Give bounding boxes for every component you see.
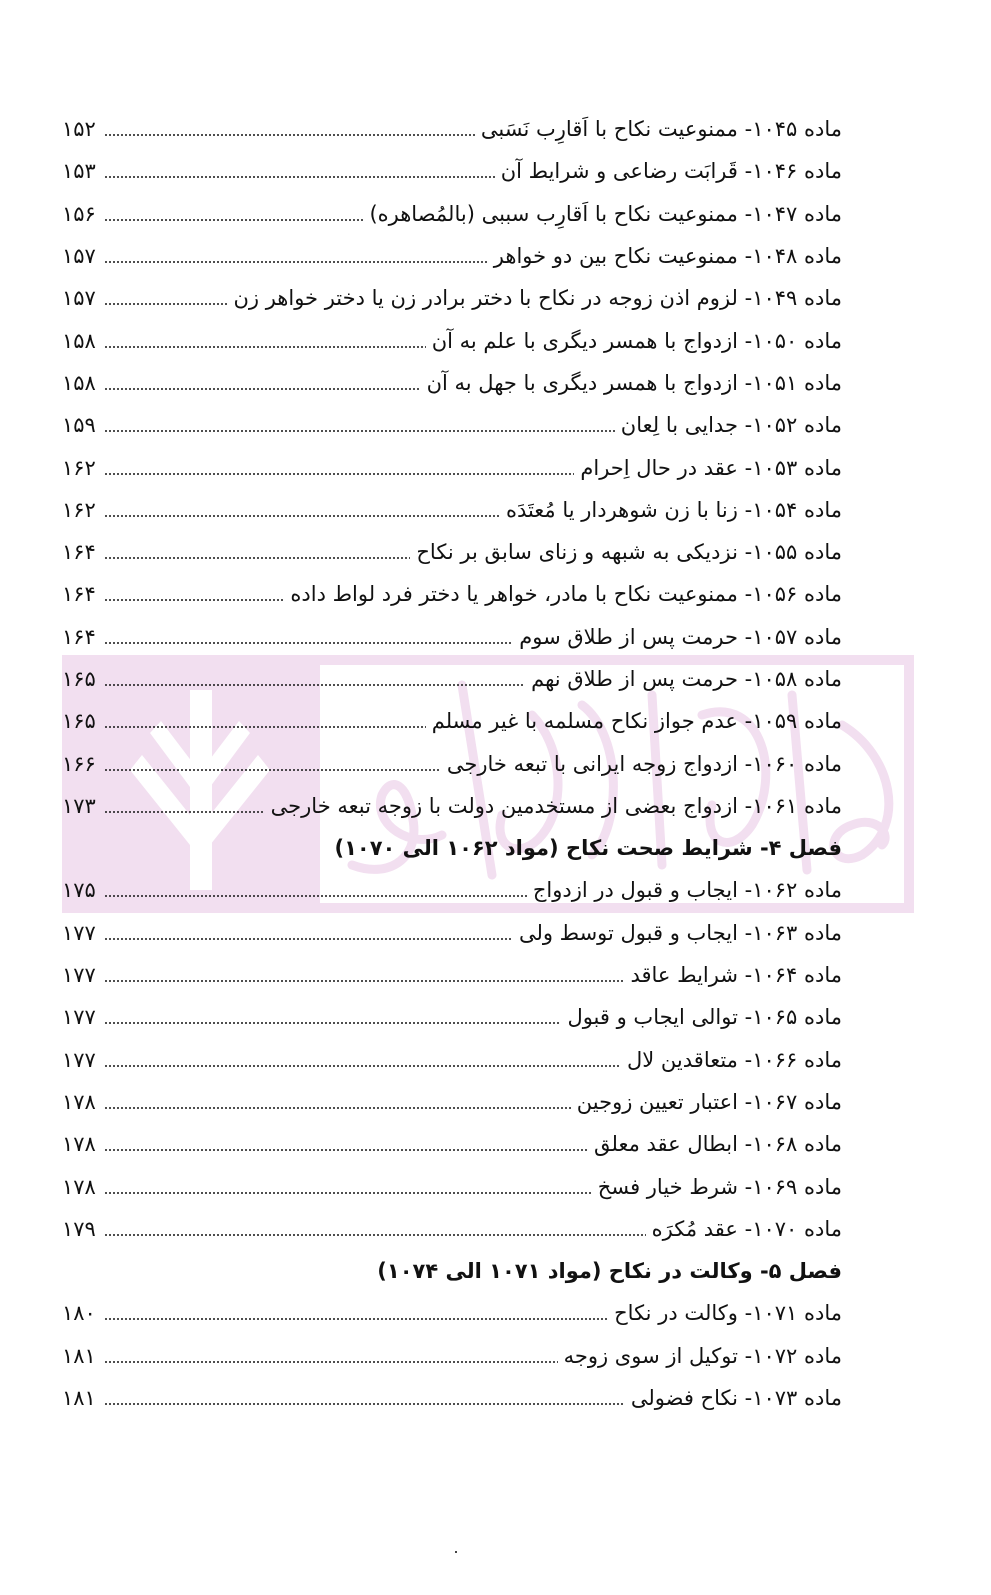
toc-entry-1051[interactable]	[62, 362, 842, 404]
toc-page-number: ۱۶۲	[62, 497, 96, 522]
toc-entry-label: ماده ۱۰۷۲- توکیل از سوی زوجه	[563, 1343, 842, 1368]
toc-entry-1047[interactable]	[62, 193, 842, 235]
dot-leader	[104, 1065, 621, 1067]
dot-leader	[104, 261, 488, 263]
dot-leader	[104, 303, 227, 305]
toc-entry-1060[interactable]	[62, 742, 842, 784]
toc-page-number: ۱۸۱	[62, 1343, 96, 1368]
toc-entry-1059[interactable]	[62, 700, 842, 742]
dot-leader	[104, 1107, 571, 1109]
toc-entry-1049[interactable]	[62, 277, 842, 319]
toc-entry-label: ماده ۱۰۵۴- زنا با زن شوهردار یا مُعتَدَه	[505, 497, 842, 522]
dot-leader	[104, 1149, 588, 1151]
toc-entry-label: ماده ۱۰۵۲- جدایی با لِعان	[620, 413, 842, 438]
dot-leader	[104, 1022, 561, 1024]
toc-entry-1057[interactable]	[62, 616, 842, 658]
toc-entry-1073[interactable]	[62, 1377, 842, 1419]
toc-page-number: ۱۷۳	[62, 793, 96, 818]
toc-page-number: ۱۵۶	[62, 201, 96, 226]
toc-page-number: ۱۷۸	[62, 1132, 96, 1157]
toc-page-number: ۱۶۴	[62, 540, 96, 565]
toc-entry-1064[interactable]	[62, 954, 842, 996]
toc-entry-label: ماده ۱۰۴۶- قَرابَت رضاعی و شرایط آن	[500, 159, 842, 184]
dot-leader	[104, 134, 475, 136]
toc-entry-1058[interactable]	[62, 658, 842, 700]
dot-leader	[104, 599, 284, 601]
toc-page-number: ۱۶۵	[62, 709, 96, 734]
toc-entry-label: ماده ۱۰۶۵- توالی ایجاب و قبول	[567, 1005, 842, 1030]
toc-entry-1063[interactable]	[62, 912, 842, 954]
dot-leader	[104, 388, 421, 390]
dot-leader	[104, 473, 574, 475]
section-heading-chapter-5[interactable]: فصل ۵- وکالت در نکاح (مواد ۱۰۷۱ الی ۱۰۷۴)	[377, 1259, 842, 1284]
dot-leader	[104, 346, 426, 348]
toc-entry-label: ماده ۱۰۵۵- نزدیکی به شبهه و زنای سابق بر نکاح	[416, 540, 842, 565]
toc-page-number: ۱۵۳	[62, 159, 96, 184]
toc-page-number: ۱۸۰	[62, 1301, 96, 1326]
toc-entry-1068[interactable]	[62, 1123, 842, 1165]
toc-entry-label: ماده ۱۰۴۷- ممنوعیت نکاح با اَقارِب سببی (بالمُصاهره)	[369, 201, 842, 226]
toc-page-number: ۱۶۲	[62, 455, 96, 480]
toc-entry-label: ماده ۱۰۶۳- ایجاب و قبول توسط ولی	[518, 920, 842, 945]
toc-entry-label: ماده ۱۰۵۸- حرمت پس از طلاق نهم	[531, 667, 842, 691]
toc-entry-1045[interactable]	[62, 108, 842, 150]
dot-leader	[104, 176, 495, 178]
toc-entry-label: ماده ۱۰۶۲- ایجاب و قبول در ازدواج	[532, 878, 842, 903]
toc-entry-label: ماده ۱۰۵۰- ازدواج با همسر دیگری با علم به آن	[431, 328, 842, 353]
dot-leader	[104, 980, 624, 982]
toc-page-number: ۱۷۷	[62, 1047, 96, 1072]
toc-page-number: ۱۸۱	[62, 1386, 96, 1411]
section-heading-chapter-4[interactable]: فصل ۴- شرایط صحت نکاح (مواد ۱۰۶۲ الی ۱۰۷۰)	[334, 836, 842, 861]
toc-entry-label: ماده ۱۰۷۱- وکالت در نکاح	[614, 1301, 842, 1326]
toc-entry-1052[interactable]	[62, 404, 842, 446]
toc-entry-label: ماده ۱۰۶۴- شرایط عاقد	[630, 963, 842, 988]
dot-leader	[104, 515, 500, 517]
toc-entry-1072[interactable]	[62, 1335, 842, 1377]
toc-entry-1053[interactable]	[62, 446, 842, 488]
toc-entry-label: ماده ۱۰۶۱- ازدواج بعضی از مستخدمین دولت با زوجه تبعه خارجی	[270, 793, 842, 818]
toc-entry-label: ماده ۱۰۵۱- ازدواج با همسر دیگری با جهل به آن	[426, 370, 842, 395]
toc-page-number: ۱۶۴	[62, 582, 96, 607]
toc-entry-label: ماده ۱۰۵۳- عقد در حال اِحرام	[580, 455, 842, 480]
toc-page-number: ۱۵۸	[62, 370, 96, 395]
toc-page-number: ۱۷۷	[62, 963, 96, 988]
toc-entry-label: ماده ۱۰۵۹- عدم جواز نکاح مسلمه با غیر مسلم	[431, 709, 842, 734]
toc-entry-label: ماده ۱۰۴۹- لزوم اذن زوجه در نکاح با دختر برادر زن یا دختر خواهر زن	[233, 286, 842, 311]
dot-leader	[104, 1361, 558, 1363]
dot-leader	[104, 1318, 608, 1320]
toc-entry-1069[interactable]	[62, 1165, 842, 1207]
toc-page-number: ۱۷۸	[62, 1174, 96, 1199]
print-speck	[455, 1551, 457, 1553]
dot-leader	[104, 642, 513, 644]
toc-entry-label: ماده ۱۰۵۶- ممنوعیت نکاح با مادر، خواهر یا دختر فرد لواط داده	[290, 582, 842, 607]
dot-leader	[104, 1192, 592, 1194]
dot-leader	[104, 938, 513, 940]
dot-leader	[104, 1234, 646, 1236]
toc-page-number: ۱۵۲	[62, 117, 96, 142]
toc-entry-label: ماده ۱۰۷۳- نکاح فضولی	[630, 1386, 842, 1411]
dot-leader	[104, 726, 426, 728]
toc-entry-label: ماده ۱۰۶۹- شرط خیار فسخ	[597, 1174, 842, 1199]
toc-entry-1067[interactable]	[62, 1081, 842, 1123]
dot-leader	[104, 895, 527, 897]
toc-page-number: ۱۶۶	[62, 751, 96, 776]
toc-page-number: ۱۵۷	[62, 286, 96, 311]
toc-entry-label: ماده ۱۰۷۰- عقد مُکرَه	[651, 1216, 842, 1241]
toc-page-number: ۱۷۷	[62, 920, 96, 945]
toc-entry-label: ماده ۱۰۶۰- ازدواج زوجه ایرانی با تبعه خارجی	[446, 751, 842, 776]
toc-entry-1065[interactable]	[62, 996, 842, 1038]
toc-entry-label: ماده ۱۰۶۶- متعاقدین لال	[627, 1047, 842, 1072]
toc-page-number: ۱۷۷	[62, 1005, 96, 1030]
toc-entry-label: ماده ۱۰۴۵- ممنوعیت نکاح با اَقارِب نَسَبی	[480, 117, 842, 142]
dot-leader	[104, 1403, 625, 1405]
toc-entry-1071[interactable]	[62, 1292, 842, 1334]
toc-page-number: ۱۷۵	[62, 878, 96, 903]
toc-page-number: ۱۶۵	[62, 667, 96, 691]
toc-entry-1046[interactable]	[62, 150, 842, 192]
toc-entry-1050[interactable]	[62, 319, 842, 361]
dot-leader	[104, 430, 615, 432]
toc-entry-1048[interactable]	[62, 235, 842, 277]
toc-entry-label: ماده ۱۰۵۷- حرمت پس از طلاق سوم	[519, 624, 842, 649]
dot-leader	[104, 219, 363, 221]
toc-entry-label: ماده ۱۰۴۸- ممنوعیت نکاح بین دو خواهر	[493, 244, 842, 269]
toc-entry-1062[interactable]	[62, 869, 842, 911]
toc-entry-1061[interactable]	[62, 785, 842, 827]
toc-page-number: ۱۵۷	[62, 244, 96, 269]
toc-page-number: ۱۵۹	[62, 413, 96, 438]
table-of-contents	[62, 108, 842, 1419]
dot-leader	[104, 557, 410, 559]
toc-page-number: ۱۷۹	[62, 1216, 96, 1241]
dot-leader	[104, 811, 265, 813]
toc-page-number: ۱۷۸	[62, 1089, 96, 1114]
toc-entry-label: ماده ۱۰۶۷- اعتبار تعیین زوجین	[576, 1089, 842, 1114]
toc-entry-1054[interactable]	[62, 489, 842, 531]
toc-page-number: ۱۶۴	[62, 624, 96, 649]
toc-entry-1055[interactable]	[62, 531, 842, 573]
toc-entry-1066[interactable]	[62, 1039, 842, 1081]
toc-entry-1056[interactable]	[62, 573, 842, 615]
dot-leader	[104, 684, 525, 686]
toc-entry-label: ماده ۱۰۶۸- ابطال عقد معلق	[594, 1132, 842, 1157]
toc-entry-1070[interactable]	[62, 1208, 842, 1250]
dot-leader	[104, 769, 441, 771]
toc-page-number: ۱۵۸	[62, 328, 96, 353]
